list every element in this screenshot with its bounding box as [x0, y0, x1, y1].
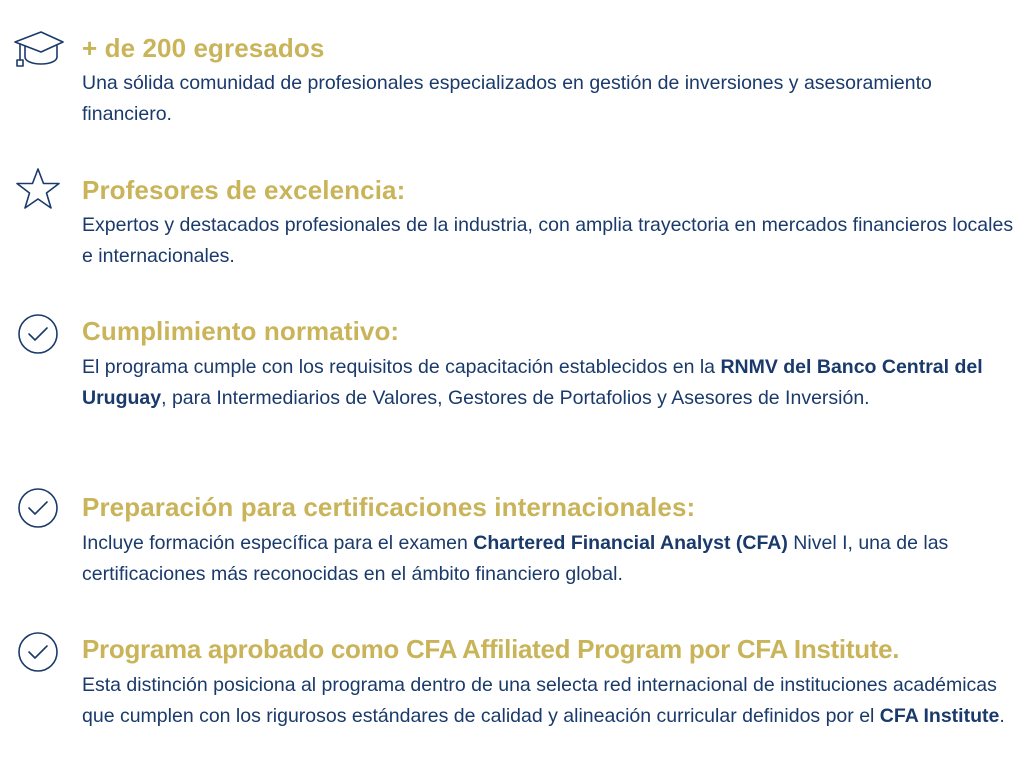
description-text: Esta distinción posiciona al programa dentro de una selecta red internacional de instituciones académicas que cumplen con los rigurosos estándares de calidad y alineación curricular definidos por el	[82, 674, 997, 727]
star-icon	[12, 164, 64, 216]
description-text: .	[999, 705, 1005, 727]
feature-title: Profesores de excelencia:	[82, 175, 406, 205]
check-circle-icon	[12, 308, 64, 360]
description-highlight: RNMV del Banco Central del Uruguay	[82, 356, 983, 409]
graduation-cap-icon	[12, 24, 64, 76]
description-text: Nivel I, una de las certificaciones más reconocidas en el ámbito financiero global.	[82, 532, 949, 585]
feature-title: Cumplimiento normativo:	[82, 316, 400, 346]
description-text: Incluye formación específica para el examen	[82, 532, 474, 554]
description-highlight: CFA Institute	[879, 705, 1000, 727]
feature-description: Una sólida comunidad de profesionales especializados en gestión de inversiones y asesoramiento financiero.	[82, 72, 932, 125]
check-circle-icon	[12, 626, 64, 678]
feature-title: Preparación para certificaciones internacionales:	[82, 492, 696, 522]
feature-title: + de 200 egresados	[82, 33, 325, 63]
description-text: , para Intermediarios de Valores, Gestores de Portafolios y Asesores de Inversión.	[161, 387, 870, 409]
feature-title: Programa aprobado como CFA Affiliated Program por CFA Institute.	[82, 634, 900, 664]
description-text: El programa cumple con los requisitos de capacitación establecidos en la	[82, 356, 721, 378]
feature-description	[82, 528, 1017, 590]
check-circle-icon	[12, 482, 64, 534]
feature-description	[82, 352, 1017, 414]
feature-description: Expertos y destacados profesionales de la industria, con amplia trayectoria en mercados financieros locales e internacionales.	[82, 214, 1014, 267]
feature-description	[82, 670, 1017, 732]
description-highlight: Chartered Financial Analyst (CFA)	[473, 532, 788, 554]
